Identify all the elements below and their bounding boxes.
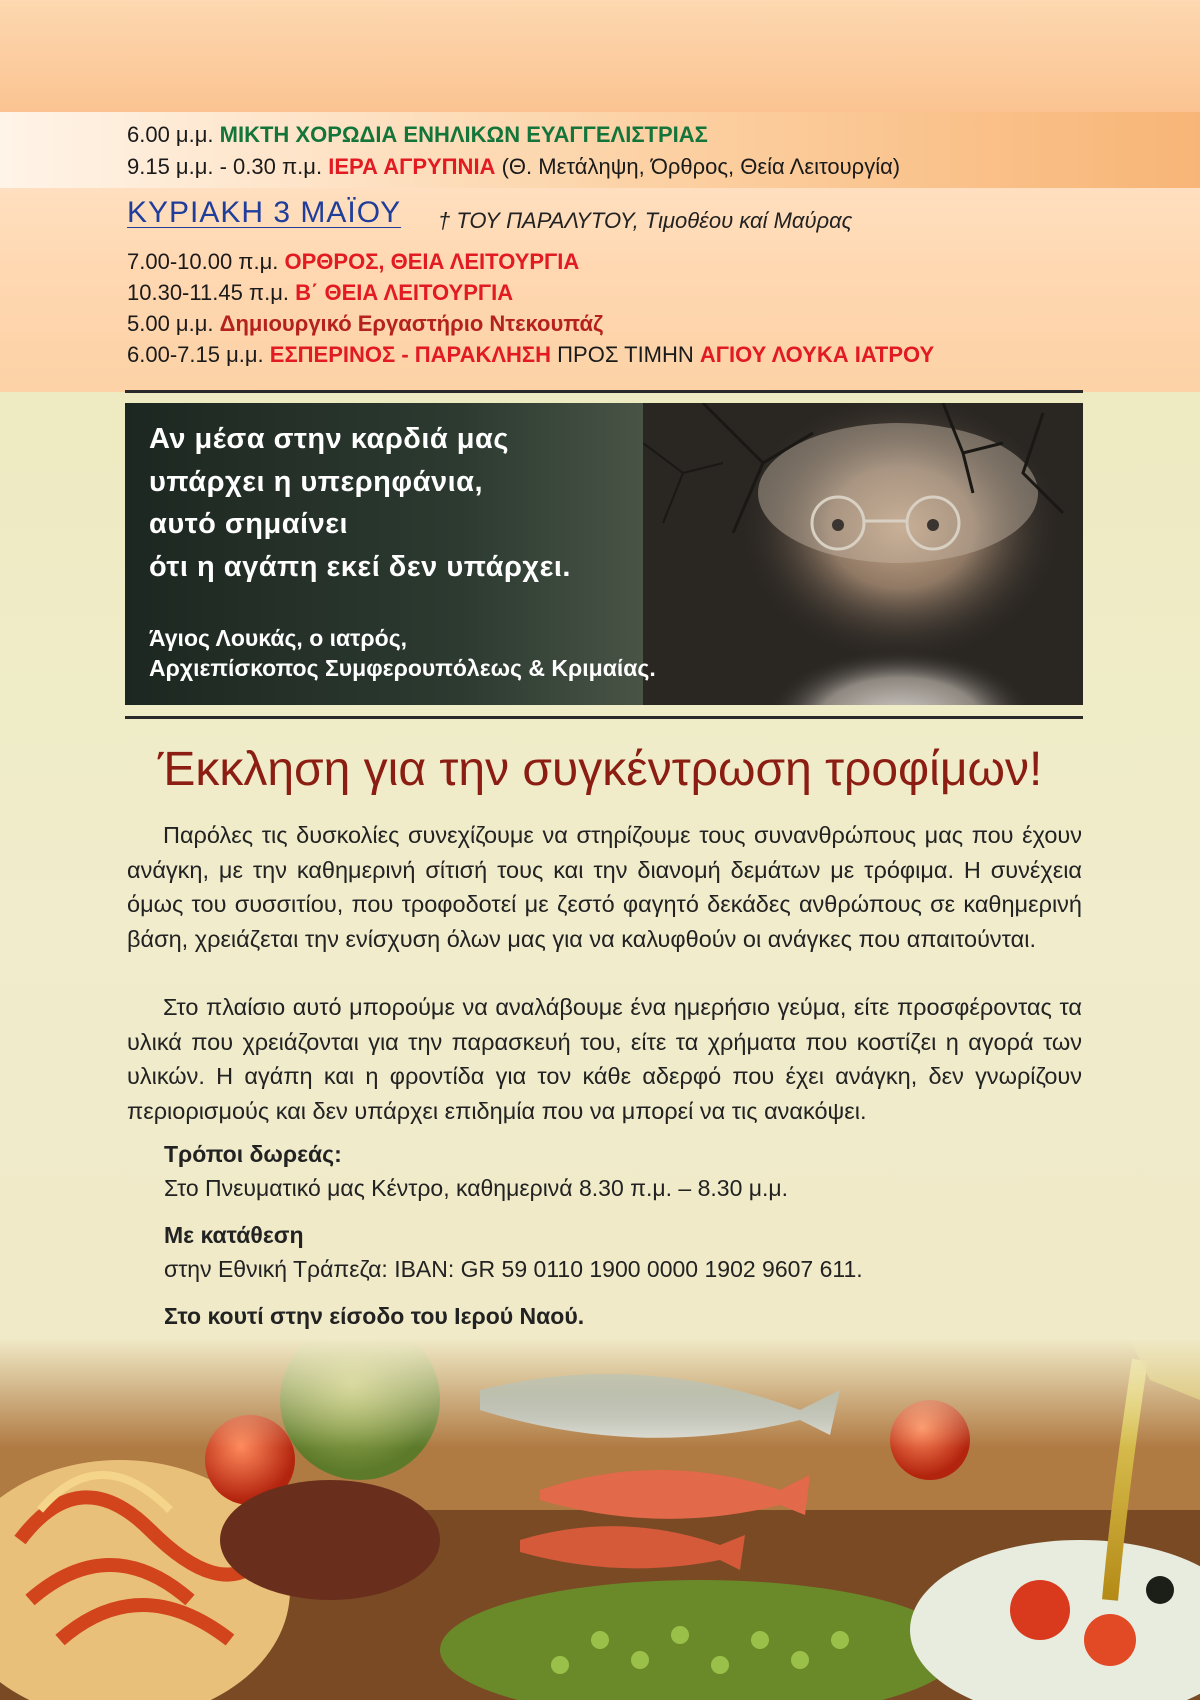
- schedule-event: ΟΡΘΡΟΣ, ΘΕΙΑ ΛΕΙΤΟΥΡΓΙΑ: [284, 249, 580, 274]
- schedule-line-6: [127, 342, 934, 368]
- appeal-paragraph-2: [127, 990, 1082, 1128]
- divider-top: [125, 390, 1083, 393]
- schedule-event: Δημιουργικό Εργαστήριο Ντεκουπάζ: [219, 311, 604, 336]
- deposit-heading: Με κατάθεση: [164, 1222, 304, 1248]
- quote-attribution: Άγιος Λουκάς, ο ιατρός,: [149, 625, 408, 651]
- schedule-event: ΙΕΡΑ ΑΓΡΥΠΝΙΑ: [328, 154, 496, 179]
- box-heading: Στο κουτί στην είσοδο του Ιερού Ναού.: [164, 1303, 585, 1329]
- schedule-time: 6.00-7.15 μ.μ.: [127, 342, 264, 367]
- food-collage-image: [0, 1340, 1200, 1700]
- schedule-event: Β΄ ΘΕΙΑ ΛΕΙΤΟΥΡΓΙΑ: [295, 280, 514, 305]
- appeal-title: Έκκληση για την συγκέντρωση τροφίμων!: [157, 743, 1043, 796]
- schedule-time: 6.00 μ.μ.: [127, 122, 214, 147]
- schedule-time: 5.00 μ.μ.: [127, 311, 214, 336]
- quote-line: ότι η αγάπη εκεί δεν υπάρχει.: [149, 551, 571, 583]
- schedule-time: 7.00-10.00 π.μ.: [127, 249, 279, 274]
- schedule-line-4: [127, 280, 513, 306]
- top-band: [0, 0, 1200, 112]
- quote-box: [125, 403, 1083, 705]
- schedule-line-2: [127, 154, 900, 180]
- day-title: ΚΥΡΙΑΚΗ 3 ΜΑΪΟΥ: [127, 196, 402, 229]
- quote-attribution: Αρχιεπίσκοπος Συμφερουπόλεως & Κριμαίας.: [149, 655, 656, 681]
- schedule-time: 9.15 μ.μ. - 0.30 π.μ.: [127, 154, 323, 179]
- paragraph-text: Στο πλαίσιο αυτό μπορούμε να αναλάβουμε ένα ημερήσιο γεύμα, είτε προσφέροντας τα υλικά που χρειάζονται για την παρασκευή του, είτε τα χρήματα που κοστίζει η αγορά των υλικών. Η αγάπη και η φροντίδα για τον κάθε αδερφό που έχει ανάγκη, δεν γνωρίζουν περιορισμούς και δεν υπάρχει επιδημία που να μπορεί να τις ανακόψει.: [127, 994, 1082, 1124]
- schedule-mid: ΠΡΟΣ ΤΙΜΗΝ: [557, 342, 694, 367]
- deposit-iban: στην Εθνική Τράπεζα: IBAN: GR 59 0110 1900 0000 1902 9607 611.: [164, 1256, 863, 1282]
- schedule-note: (Θ. Μετάληψη, Όρθρος, Θεία Λειτουργία): [501, 154, 901, 179]
- schedule-event-2: ΑΓΙΟΥ ΛΟΥΚΑ ΙΑΤΡΟΥ: [699, 342, 935, 367]
- saint-portrait-image: [643, 403, 1083, 705]
- schedule-time: 10.30-11.45 π.μ.: [127, 280, 289, 305]
- donation-location: Στο Πνευματικό μας Κέντρο, καθημερινά 8.30 π.μ. – 8.30 μ.μ.: [164, 1175, 789, 1201]
- schedule-event: ΜΙΚΤΗ ΧΟΡΩΔΙΑ ΕΝΗΛΙΚΩΝ ΕΥΑΓΓΕΛΙΣΤΡΙΑΣ: [219, 122, 708, 147]
- quote-line: υπάρχει η υπερηφάνια,: [149, 466, 484, 498]
- quote-line: αυτό σημαίνει: [149, 508, 349, 540]
- donation-heading: Τρόποι δωρεάς:: [164, 1141, 342, 1167]
- quote-line: Αν μέσα στην καρδιά μας: [149, 423, 509, 455]
- paragraph-text: Παρόλες τις δυσκολίες συνεχίζουμε να στηρίζουμε τους συνανθρώπους μας που έχουν ανάγκη, με την καθημερινή σίτισή τους και την διανομή δεμάτων με τρόφιμα. Η συνέχεια όμως του συσσιτίου, που τροφοδοτεί με ζεστό φαγητό δεκάδες ανθρώπους σε καθημερινή βάση, χρειάζεται την ενίσχυση όλων μας για να καλυφθούν οι ανάγκες που απαιτούνται.: [127, 822, 1082, 952]
- schedule-event: ΕΣΠΕΡΙΝΟΣ - ΠΑΡΑΚΛΗΣΗ: [269, 342, 552, 367]
- schedule-line-5: [127, 311, 603, 337]
- divider-bottom: [125, 716, 1083, 719]
- schedule-line-1: [127, 122, 708, 148]
- appeal-paragraph-1: [127, 818, 1082, 956]
- schedule-line-3: [127, 249, 579, 275]
- feast-name: † ΤΟΥ ΠΑΡΑΛΥΤΟΥ, Τιμοθέου καί Μαύρας: [438, 208, 853, 233]
